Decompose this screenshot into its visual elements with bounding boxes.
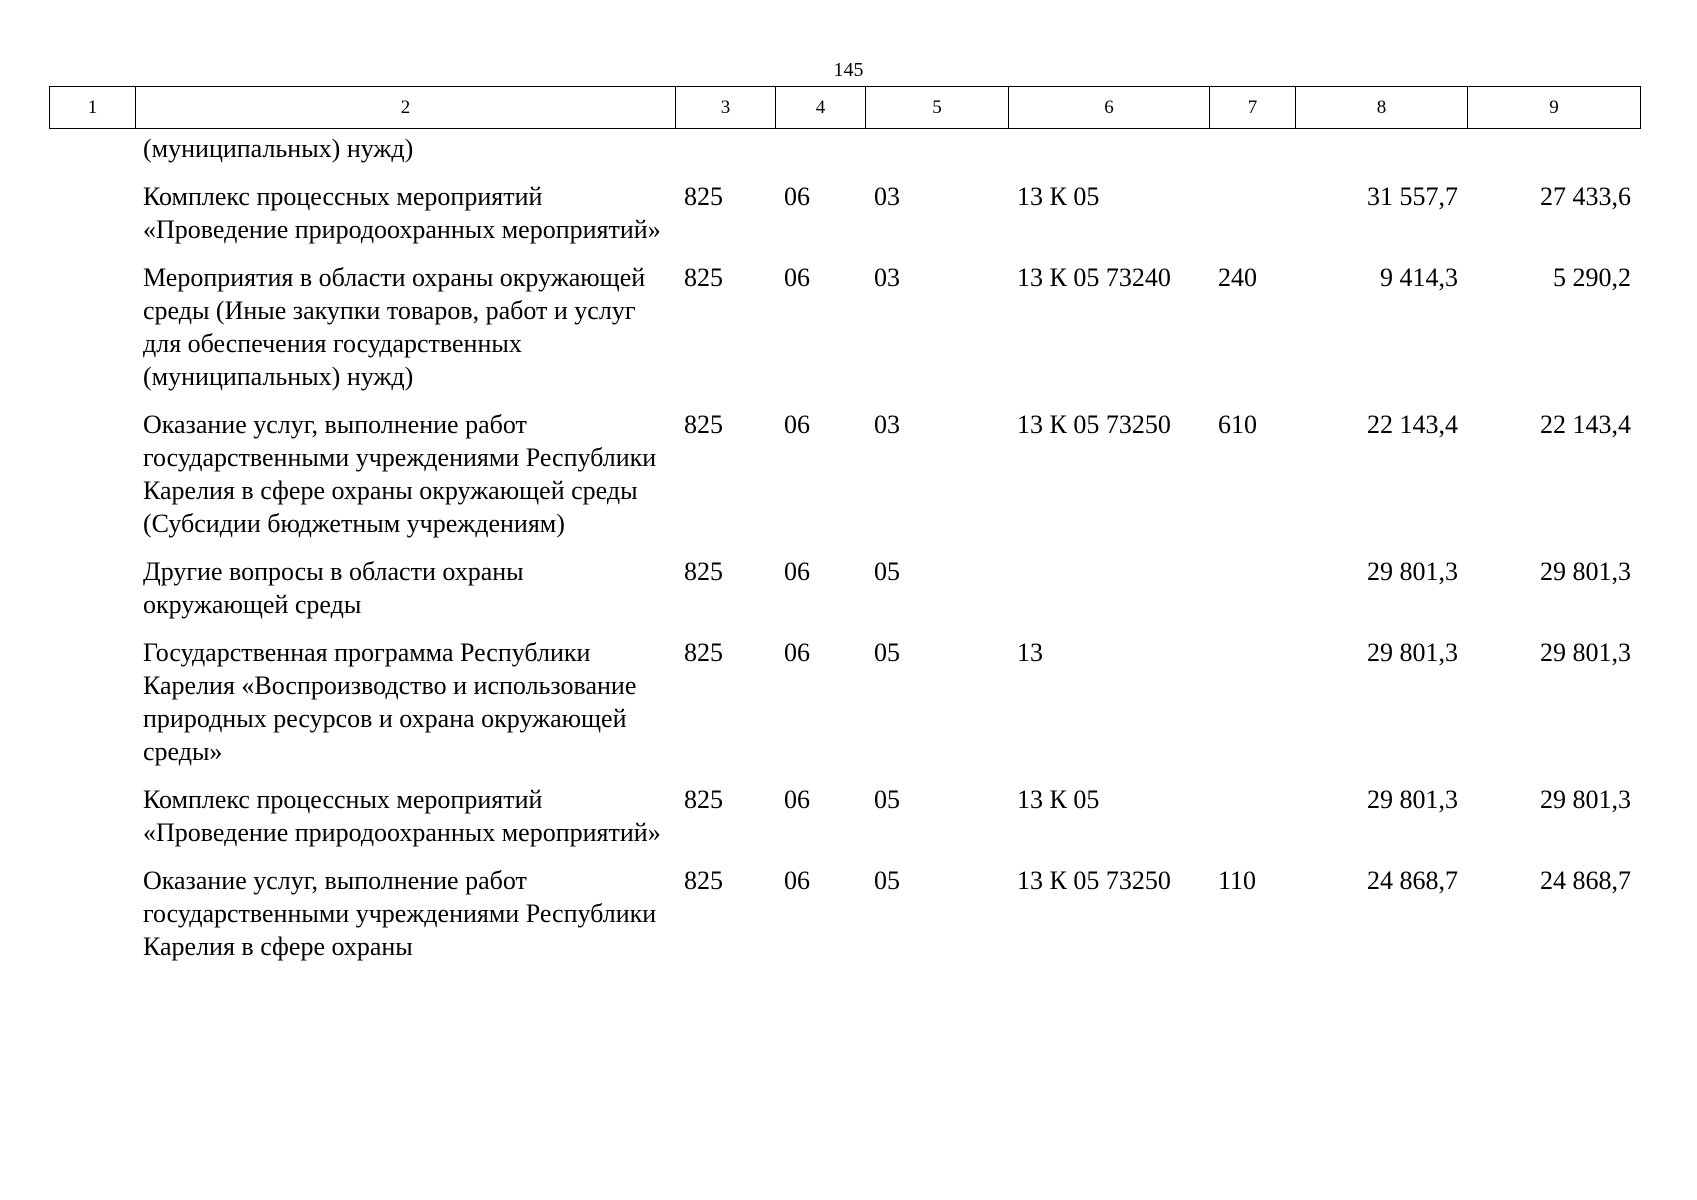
- cell-col-8: 29 801,3: [1367, 557, 1458, 586]
- cell-col-3: 825: [684, 557, 723, 586]
- cell-col-5: 03: [874, 263, 900, 292]
- column-header: 9: [1468, 87, 1641, 129]
- cell-col-5: 05: [874, 557, 900, 586]
- table-row: [49, 864, 1640, 978]
- column-header: 8: [1296, 87, 1468, 129]
- cell-col-6: 13 К 05 73240: [1017, 263, 1171, 292]
- column-header: 2: [136, 87, 676, 129]
- column-header: 6: [1009, 87, 1210, 129]
- table-row: [49, 783, 1640, 864]
- cell-col-7: [1209, 555, 1295, 636]
- cell-col-5: 05: [874, 638, 900, 667]
- column-header: 7: [1210, 87, 1296, 129]
- cell-col-3: 825: [684, 263, 723, 292]
- cell-col-4: 06: [784, 638, 810, 667]
- cell-col-5: [865, 132, 1008, 180]
- cell-col-5: 05: [874, 785, 900, 814]
- row-description: Оказание услуг, выполнение работ государственными учреждениями Республики Карелия в сфере охраны: [143, 866, 657, 961]
- row-description: Комплекс процессных мероприятий «Проведение природоохранных мероприятий»: [143, 785, 661, 847]
- cell-col-6: 13 К 05 73250: [1017, 866, 1171, 895]
- cell-col-3: 825: [684, 866, 723, 895]
- cell-col-8: 24 868,7: [1367, 866, 1458, 895]
- cell-col-6: 13 К 05: [1017, 785, 1100, 814]
- cell-col-5: 03: [874, 410, 900, 439]
- cell-col-7: [1209, 636, 1295, 783]
- cell-col-6: 13: [1017, 638, 1043, 667]
- column-header: 4: [776, 87, 866, 129]
- cell-col-7: [1209, 132, 1295, 180]
- column-header: 1: [50, 87, 136, 129]
- cell-col-7: 610: [1218, 410, 1257, 439]
- cell-col-8: 22 143,4: [1367, 410, 1458, 439]
- cell-col-4: 06: [784, 557, 810, 586]
- cell-col-6: 13 К 05: [1017, 182, 1100, 211]
- cell-col-4: [775, 132, 865, 180]
- row-description: Оказание услуг, выполнение работ государственными учреждениями Республики Карелия в сфере охраны окружающей среды (Субсидии бюджетным учреждениям): [143, 410, 657, 538]
- column-header: 5: [866, 87, 1009, 129]
- cell-col-8: 31 557,7: [1367, 182, 1458, 211]
- row-description: Другие вопросы в области охраны окружающей среды: [143, 557, 524, 619]
- cell-col-4: 06: [784, 410, 810, 439]
- cell-col-7: [1209, 180, 1295, 261]
- table-row: [49, 132, 1640, 180]
- cell-col-4: 06: [784, 182, 810, 211]
- row-description: Комплекс процессных мероприятий «Проведение природоохранных мероприятий»: [143, 182, 661, 244]
- cell-col-9: 24 868,7: [1540, 866, 1631, 895]
- cell-col-3: 825: [684, 182, 723, 211]
- cell-col-9: 5 290,2: [1553, 263, 1631, 292]
- cell-col-5: 03: [874, 182, 900, 211]
- table-row: [49, 261, 1640, 408]
- table-row: [49, 636, 1640, 783]
- cell-col-8: 29 801,3: [1367, 638, 1458, 667]
- page-number: 145: [833, 59, 864, 81]
- cell-col-6: [1008, 555, 1209, 636]
- row-description: Государственная программа Республики Карелия «Воспроизводство и использование природных ресурсов и охрана окружающей среды»: [143, 638, 637, 766]
- row-description: (муниципальных) нужд): [143, 134, 414, 163]
- cell-col-9: [1467, 132, 1640, 180]
- row-description: Мероприятия в области охраны окружающей среды (Иные закупки товаров, работ и услуг для обеспечения государственных (муниципальных) нужд): [143, 263, 646, 391]
- cell-col-8: 9 414,3: [1380, 263, 1458, 292]
- column-header-table: [49, 86, 1641, 129]
- cell-col-7: 110: [1218, 866, 1257, 895]
- cell-col-9: 29 801,3: [1540, 638, 1631, 667]
- cell-col-8: [1295, 132, 1467, 180]
- cell-col-9: 22 143,4: [1540, 410, 1631, 439]
- table-row: [49, 555, 1640, 636]
- table-row: [49, 180, 1640, 261]
- cell-col-9: 29 801,3: [1540, 785, 1631, 814]
- cell-col-8: 29 801,3: [1367, 785, 1458, 814]
- cell-col-4: 06: [784, 866, 810, 895]
- header-row: [50, 87, 1641, 129]
- cell-col-3: 825: [684, 638, 723, 667]
- cell-col-3: [675, 132, 775, 180]
- cell-col-7: [1209, 783, 1295, 864]
- column-header: 3: [676, 87, 776, 129]
- budget-table: [49, 132, 1640, 978]
- cell-col-4: 06: [784, 785, 810, 814]
- cell-col-7: 240: [1218, 263, 1257, 292]
- cell-col-6: [1008, 132, 1209, 180]
- cell-col-4: 06: [784, 263, 810, 292]
- cell-col-9: 29 801,3: [1540, 557, 1631, 586]
- cell-col-5: 05: [874, 866, 900, 895]
- cell-col-3: 825: [684, 410, 723, 439]
- cell-col-9: 27 433,6: [1540, 182, 1631, 211]
- cell-col-6: 13 К 05 73250: [1017, 410, 1171, 439]
- table-row: [49, 408, 1640, 555]
- cell-col-3: 825: [684, 785, 723, 814]
